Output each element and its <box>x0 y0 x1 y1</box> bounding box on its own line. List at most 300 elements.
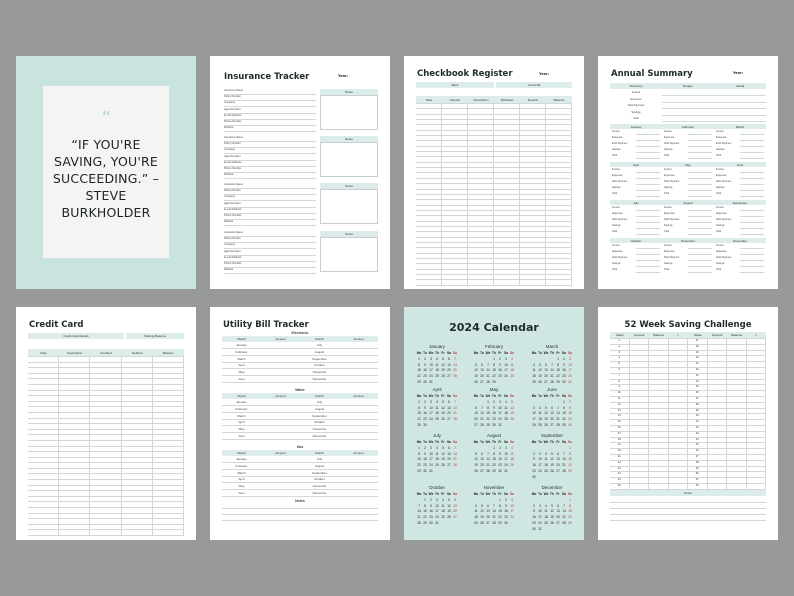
day-cell[interactable]: 19 <box>441 457 445 462</box>
table-cell[interactable]: 13 <box>610 409 630 414</box>
month-row-line[interactable] <box>740 134 764 135</box>
table-cell[interactable] <box>416 104 442 108</box>
day-cell[interactable]: 3 <box>569 356 571 361</box>
table-cell[interactable] <box>630 397 650 402</box>
table-cell[interactable] <box>520 195 546 199</box>
table-cell[interactable] <box>546 232 572 236</box>
table-cell[interactable] <box>90 514 121 519</box>
notes-lines[interactable] <box>222 503 378 521</box>
day-cell[interactable]: 25 <box>510 463 514 468</box>
day-cell[interactable]: 20 <box>480 374 484 379</box>
table-cell[interactable] <box>59 452 90 457</box>
table-cell[interactable] <box>520 222 546 226</box>
month-row-line[interactable] <box>740 158 764 159</box>
day-cell[interactable]: 19 <box>480 515 484 520</box>
table-cell[interactable]: 7 <box>610 374 630 379</box>
day-cell[interactable]: 25 <box>435 417 439 422</box>
table-cell[interactable] <box>90 447 121 452</box>
table-cell[interactable] <box>122 402 153 407</box>
table-cell[interactable] <box>727 420 747 425</box>
table-cell[interactable] <box>90 424 121 429</box>
table-cell[interactable] <box>669 426 689 431</box>
month-row-line[interactable] <box>740 266 764 267</box>
day-cell[interactable]: 16 <box>423 457 427 462</box>
day-cell[interactable]: 6 <box>475 405 477 410</box>
table-cell[interactable] <box>153 474 184 479</box>
day-cell[interactable]: 30 <box>423 468 427 473</box>
table-cell[interactable] <box>520 243 546 247</box>
table-cell[interactable] <box>442 254 468 258</box>
day-cell[interactable]: 10 <box>538 509 542 514</box>
day-cell[interactable]: 24 <box>532 422 536 427</box>
table-cell[interactable] <box>28 525 59 530</box>
table-cell[interactable] <box>520 157 546 161</box>
day-cell[interactable]: 13 <box>447 362 451 367</box>
table-cell[interactable] <box>649 403 669 408</box>
table-cell[interactable] <box>28 486 59 491</box>
table-cell[interactable] <box>520 190 546 194</box>
month-row-line[interactable] <box>740 146 764 147</box>
day-cell[interactable]: 22 <box>417 374 421 379</box>
field-line[interactable] <box>224 147 316 148</box>
day-cell[interactable]: 9 <box>499 451 501 456</box>
table-cell[interactable] <box>546 120 572 124</box>
day-cell[interactable]: 26 <box>441 463 445 468</box>
month-row-line[interactable] <box>688 210 712 211</box>
table-cell[interactable] <box>416 190 442 194</box>
month-row-line[interactable] <box>688 272 712 273</box>
table-cell[interactable] <box>416 270 442 274</box>
table-cell[interactable] <box>90 441 121 446</box>
day-cell[interactable]: 30 <box>532 526 536 531</box>
table-cell[interactable] <box>468 259 494 263</box>
day-cell[interactable]: 17 <box>435 509 439 514</box>
table-cell[interactable] <box>649 351 669 356</box>
day-cell[interactable]: 15 <box>562 411 566 416</box>
table-cell[interactable] <box>669 345 689 350</box>
month-row-line[interactable] <box>740 210 764 211</box>
table-cell[interactable] <box>727 467 747 472</box>
table-cell[interactable] <box>708 438 728 443</box>
day-cell[interactable]: 8 <box>418 405 420 410</box>
table-cell[interactable] <box>494 147 520 151</box>
table-cell[interactable] <box>649 385 669 390</box>
notes-box[interactable] <box>320 189 378 224</box>
table-cell[interactable] <box>630 351 650 356</box>
day-cell[interactable]: 31 <box>568 379 572 384</box>
table-cell[interactable] <box>122 407 153 412</box>
summary-row-line[interactable] <box>662 102 766 103</box>
day-cell[interactable]: 3 <box>430 399 432 404</box>
day-cell[interactable]: 27 <box>480 468 484 473</box>
day-cell[interactable]: 18 <box>435 411 439 416</box>
table-cell[interactable] <box>416 131 442 135</box>
table-cell[interactable] <box>494 254 520 258</box>
table-cell[interactable] <box>122 419 153 424</box>
table-cell[interactable] <box>153 469 184 474</box>
day-cell[interactable]: 5 <box>545 405 547 410</box>
table-cell[interactable] <box>28 458 59 463</box>
day-cell[interactable]: 1 <box>418 445 420 450</box>
month-row-line[interactable] <box>740 216 764 217</box>
day-cell[interactable]: 27 <box>474 422 478 427</box>
table-row-line[interactable] <box>222 382 378 383</box>
table-cell[interactable] <box>546 157 572 161</box>
table-cell[interactable] <box>630 443 650 448</box>
day-cell[interactable]: 2 <box>499 356 501 361</box>
table-cell[interactable] <box>122 357 153 362</box>
table-cell[interactable] <box>727 438 747 443</box>
table-cell[interactable] <box>416 152 442 156</box>
credit-table[interactable] <box>28 356 184 536</box>
table-cell[interactable] <box>520 173 546 177</box>
table-cell[interactable] <box>90 435 121 440</box>
day-cell[interactable]: 22 <box>417 417 421 422</box>
day-cell[interactable]: 14 <box>486 457 490 462</box>
table-cell[interactable] <box>468 179 494 183</box>
table-cell[interactable] <box>416 280 442 284</box>
day-cell[interactable]: 5 <box>539 362 541 367</box>
table-cell[interactable] <box>747 467 767 472</box>
table-cell[interactable] <box>122 447 153 452</box>
table-cell[interactable] <box>59 486 90 491</box>
table-cell[interactable] <box>153 441 184 446</box>
day-cell[interactable]: 20 <box>447 411 451 416</box>
table-cell[interactable] <box>122 474 153 479</box>
day-cell[interactable]: 2 <box>563 356 565 361</box>
table-cell[interactable] <box>520 259 546 263</box>
day-cell[interactable]: 14 <box>480 411 484 416</box>
day-cell[interactable]: 24 <box>429 374 433 379</box>
day-cell[interactable]: 14 <box>453 362 457 367</box>
day-cell[interactable]: 8 <box>557 362 559 367</box>
field-line[interactable] <box>224 100 316 101</box>
table-cell[interactable] <box>153 491 184 496</box>
table-cell[interactable] <box>442 168 468 172</box>
table-cell[interactable] <box>630 403 650 408</box>
day-cell[interactable]: 16 <box>498 457 502 462</box>
table-cell[interactable] <box>442 136 468 140</box>
day-cell[interactable]: 14 <box>417 509 421 514</box>
day-cell[interactable]: 5 <box>442 399 444 404</box>
table-cell[interactable] <box>28 497 59 502</box>
day-cell[interactable]: 29 <box>568 468 572 473</box>
table-cell[interactable] <box>747 472 767 477</box>
day-cell[interactable]: 12 <box>480 509 484 514</box>
day-cell[interactable]: 3 <box>505 445 507 450</box>
day-cell[interactable]: 5 <box>481 503 483 508</box>
day-cell[interactable]: 30 <box>423 379 427 384</box>
table-cell[interactable]: 35 <box>688 385 708 390</box>
table-cell[interactable] <box>90 385 121 390</box>
table-cell[interactable] <box>442 173 468 177</box>
table-cell[interactable] <box>630 420 650 425</box>
table-cell[interactable] <box>747 414 767 419</box>
day-cell[interactable]: 13 <box>550 411 554 416</box>
day-cell[interactable]: 12 <box>441 451 445 456</box>
table-cell[interactable]: 19 <box>610 443 630 448</box>
month-row-line[interactable] <box>740 178 764 179</box>
month-row-line[interactable] <box>688 158 712 159</box>
table-cell[interactable] <box>630 426 650 431</box>
table-cell[interactable] <box>28 447 59 452</box>
day-cell[interactable]: 23 <box>423 463 427 468</box>
table-cell[interactable]: 1 <box>610 339 630 344</box>
table-row[interactable] <box>610 484 766 490</box>
table-cell[interactable] <box>442 115 468 119</box>
table-cell[interactable] <box>669 414 689 419</box>
day-cell[interactable]: 23 <box>429 515 433 520</box>
table-cell[interactable] <box>747 478 767 483</box>
day-cell[interactable]: 28 <box>562 468 566 473</box>
table-cell[interactable] <box>494 136 520 140</box>
table-cell[interactable] <box>468 157 494 161</box>
month-row-line[interactable] <box>636 260 660 261</box>
table-cell[interactable] <box>153 508 184 513</box>
day-cell[interactable]: 4 <box>539 405 541 410</box>
day-cell[interactable]: 29 <box>423 520 427 525</box>
day-cell[interactable]: 15 <box>498 509 502 514</box>
table-cell[interactable] <box>153 519 184 524</box>
day-cell[interactable]: 21 <box>562 463 566 468</box>
month-row-line[interactable] <box>636 248 660 249</box>
day-cell[interactable]: 4 <box>436 399 438 404</box>
table-cell[interactable] <box>708 420 728 425</box>
table-cell[interactable] <box>649 438 669 443</box>
day-cell[interactable]: 17 <box>538 463 542 468</box>
day-cell[interactable]: 13 <box>486 509 490 514</box>
table-cell[interactable] <box>669 397 689 402</box>
day-cell[interactable]: 17 <box>538 515 542 520</box>
table-cell[interactable] <box>468 125 494 129</box>
table-cell[interactable] <box>630 385 650 390</box>
table-cell[interactable]: 52 <box>688 484 708 489</box>
table-cell[interactable] <box>747 385 767 390</box>
table-cell[interactable] <box>416 136 442 140</box>
table-cell[interactable] <box>494 115 520 119</box>
table-cell[interactable] <box>494 270 520 274</box>
table-cell[interactable] <box>708 426 728 431</box>
table-cell[interactable] <box>28 357 59 362</box>
day-cell[interactable]: 24 <box>510 515 514 520</box>
table-cell[interactable] <box>122 486 153 491</box>
day-cell[interactable]: 4 <box>511 356 513 361</box>
day-cell[interactable]: 25 <box>544 468 548 473</box>
day-cell[interactable]: 7 <box>454 445 456 450</box>
day-cell[interactable]: 5 <box>475 451 477 456</box>
day-cell[interactable]: 14 <box>453 451 457 456</box>
month-row-line[interactable] <box>740 140 764 141</box>
table-cell[interactable] <box>708 385 728 390</box>
table-cell[interactable] <box>468 173 494 177</box>
summary-row-line[interactable] <box>662 95 766 96</box>
day-cell[interactable]: 19 <box>474 374 478 379</box>
table-cell[interactable] <box>727 356 747 361</box>
table-cell[interactable] <box>520 238 546 242</box>
table-cell[interactable] <box>122 385 153 390</box>
day-cell[interactable]: 29 <box>492 468 496 473</box>
table-cell[interactable]: 2 <box>610 345 630 350</box>
table-cell[interactable] <box>494 238 520 242</box>
day-cell[interactable]: 20 <box>556 463 560 468</box>
table-cell[interactable] <box>520 206 546 210</box>
month-row-line[interactable] <box>740 222 764 223</box>
table-cell[interactable] <box>153 424 184 429</box>
month-row-line[interactable] <box>740 190 764 191</box>
notes-box[interactable] <box>320 142 378 177</box>
day-cell[interactable]: 14 <box>550 368 554 373</box>
table-cell[interactable] <box>153 368 184 373</box>
table-cell[interactable] <box>59 474 90 479</box>
table-cell[interactable] <box>416 227 442 231</box>
day-cell[interactable]: 17 <box>504 368 508 373</box>
day-cell[interactable]: 26 <box>550 468 554 473</box>
table-cell[interactable] <box>90 474 121 479</box>
day-cell[interactable]: 30 <box>568 422 572 427</box>
table-cell[interactable] <box>630 414 650 419</box>
table-cell[interactable] <box>416 216 442 220</box>
day-cell[interactable]: 15 <box>492 457 496 462</box>
table-cell[interactable] <box>520 115 546 119</box>
day-cell[interactable]: 2 <box>505 497 507 502</box>
table-cell[interactable] <box>28 407 59 412</box>
day-cell[interactable]: 26 <box>474 379 478 384</box>
day-cell[interactable]: 25 <box>474 520 478 525</box>
table-cell[interactable] <box>546 211 572 215</box>
table-row[interactable] <box>416 280 572 285</box>
day-cell[interactable]: 2 <box>424 445 426 450</box>
day-cell[interactable]: 28 <box>453 374 457 379</box>
table-cell[interactable] <box>59 391 90 396</box>
table-cell[interactable] <box>546 173 572 177</box>
table-cell[interactable] <box>442 195 468 199</box>
day-cell[interactable]: 26 <box>544 422 548 427</box>
table-cell[interactable] <box>494 211 520 215</box>
table-cell[interactable] <box>520 131 546 135</box>
insurance-tracker-page[interactable] <box>210 56 390 289</box>
day-cell[interactable]: 27 <box>544 379 548 384</box>
table-cell[interactable] <box>90 458 121 463</box>
table-cell[interactable]: 15 <box>610 420 630 425</box>
day-cell[interactable]: 7 <box>454 356 456 361</box>
table-cell[interactable] <box>708 351 728 356</box>
table-cell[interactable] <box>59 413 90 418</box>
day-cell[interactable]: 9 <box>424 405 426 410</box>
day-cell[interactable]: 10 <box>538 457 542 462</box>
table-cell[interactable] <box>442 248 468 252</box>
table-cell[interactable] <box>546 275 572 279</box>
table-cell[interactable] <box>416 200 442 204</box>
table-cell[interactable] <box>494 243 520 247</box>
day-cell[interactable]: 24 <box>435 515 439 520</box>
table-cell[interactable] <box>122 525 153 530</box>
utility-bill-page[interactable] <box>210 307 390 540</box>
table-cell[interactable]: 41 <box>688 420 708 425</box>
day-cell[interactable]: 10 <box>504 362 508 367</box>
table-cell[interactable] <box>520 280 546 284</box>
table-cell[interactable] <box>90 508 121 513</box>
summary-row-line[interactable] <box>662 115 766 116</box>
day-cell[interactable]: 27 <box>550 422 554 427</box>
day-cell[interactable]: 28 <box>453 463 457 468</box>
day-cell[interactable]: 18 <box>474 515 478 520</box>
table-cell[interactable] <box>630 478 650 483</box>
table-cell[interactable] <box>520 152 546 156</box>
day-cell[interactable]: 18 <box>532 374 536 379</box>
table-cell[interactable] <box>153 385 184 390</box>
table-cell[interactable]: 10 <box>610 391 630 396</box>
table-cell[interactable]: 4 <box>610 356 630 361</box>
table-cell[interactable] <box>122 463 153 468</box>
table-cell[interactable] <box>442 131 468 135</box>
table-cell[interactable] <box>669 351 689 356</box>
table-cell[interactable]: 34 <box>688 380 708 385</box>
day-cell[interactable]: 3 <box>436 497 438 502</box>
day-cell[interactable]: 16 <box>568 411 572 416</box>
table-cell[interactable] <box>747 455 767 460</box>
table-cell[interactable]: 3 <box>610 351 630 356</box>
table-cell[interactable] <box>153 463 184 468</box>
month-row-line[interactable] <box>740 234 764 235</box>
table-cell[interactable] <box>669 478 689 483</box>
day-cell[interactable]: 4 <box>475 503 477 508</box>
day-cell[interactable]: 8 <box>569 451 571 456</box>
table-cell[interactable] <box>416 254 442 258</box>
table-cell[interactable] <box>708 409 728 414</box>
field-line[interactable] <box>224 172 316 173</box>
table-cell[interactable]: 27 <box>688 339 708 344</box>
table-cell[interactable] <box>153 402 184 407</box>
day-cell[interactable]: 6 <box>481 362 483 367</box>
day-cell[interactable]: 7 <box>481 405 483 410</box>
day-cell[interactable]: 17 <box>498 411 502 416</box>
table-cell[interactable] <box>494 104 520 108</box>
day-cell[interactable]: 19 <box>550 463 554 468</box>
day-cell[interactable]: 7 <box>454 399 456 404</box>
day-cell[interactable]: 28 <box>417 520 421 525</box>
table-cell[interactable] <box>546 238 572 242</box>
day-cell[interactable]: 25 <box>544 520 548 525</box>
table-cell[interactable] <box>546 168 572 172</box>
table-cell[interactable] <box>153 502 184 507</box>
month-row-line[interactable] <box>688 172 712 173</box>
table-cell[interactable]: 11 <box>610 397 630 402</box>
table-cell[interactable] <box>468 115 494 119</box>
day-cell[interactable]: 18 <box>544 463 548 468</box>
table-cell[interactable] <box>669 362 689 367</box>
day-cell[interactable]: 19 <box>538 374 542 379</box>
table-cell[interactable] <box>494 216 520 220</box>
table-cell[interactable] <box>122 391 153 396</box>
month-row-line[interactable] <box>636 146 660 147</box>
table-cell[interactable] <box>416 238 442 242</box>
table-cell[interactable]: 12 <box>610 403 630 408</box>
table-cell[interactable] <box>442 109 468 113</box>
day-cell[interactable]: 18 <box>435 368 439 373</box>
day-cell[interactable]: 17 <box>568 368 572 373</box>
table-cell[interactable] <box>90 396 121 401</box>
day-cell[interactable]: 5 <box>551 451 553 456</box>
day-cell[interactable]: 27 <box>447 463 451 468</box>
day-cell[interactable]: 21 <box>486 374 490 379</box>
table-cell[interactable] <box>442 280 468 284</box>
day-cell[interactable]: 28 <box>550 379 554 384</box>
table-cell[interactable] <box>727 449 747 454</box>
month-row-line[interactable] <box>636 254 660 255</box>
field-line[interactable] <box>224 178 316 179</box>
table-cell[interactable] <box>28 391 59 396</box>
table-row-line[interactable] <box>222 496 378 497</box>
